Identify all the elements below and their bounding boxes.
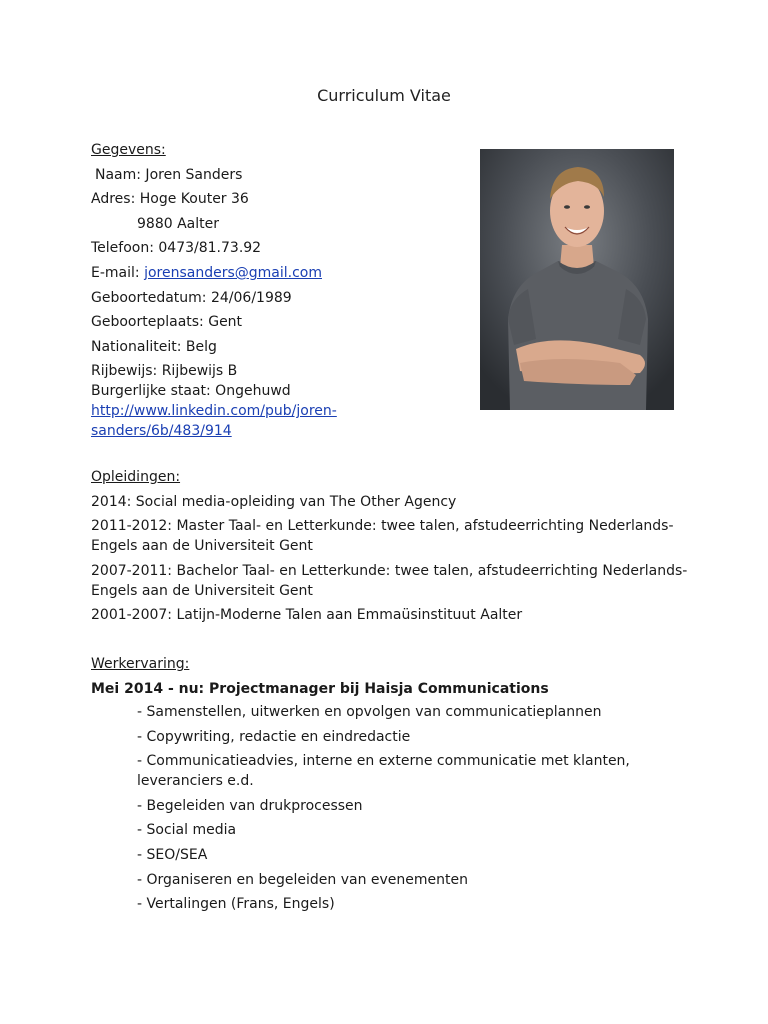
- email-line: [91, 263, 337, 283]
- job-task-item: - Copywriting, redactie en eindredactie: [137, 728, 411, 745]
- education-item: 2011-2012: Master Taal- en Letterkunde: twee talen, afstudeerrichting Nederlands-: [91, 518, 674, 535]
- education-item: 2014: Social media-opleiding van The Other Agency: [91, 493, 457, 510]
- drivers-license-line: Rijbewijs: Rijbewijs B: [91, 363, 238, 380]
- job-task-item: - Organiseren en begeleiden van evenementen: [137, 871, 468, 888]
- education-item: 2007-2011: Bachelor Taal- en Letterkunde: twee talen, afstudeerrichting Nederlands-: [91, 562, 688, 579]
- email-label: E-mail:: [91, 264, 145, 281]
- address-city-line: 9880 Aalter: [137, 215, 219, 232]
- address-line: Adres: Hoge Kouter 36: [91, 191, 249, 208]
- profile-photo: [480, 149, 674, 410]
- name-line: Naam: Joren Sanders: [95, 166, 243, 183]
- linkedin-link-line1[interactable]: http://www.linkedin.com/pub/joren-: [91, 403, 337, 420]
- portrait-photo-icon: [480, 149, 674, 410]
- job-task-item-continued: leveranciers e.d.: [137, 773, 254, 790]
- section-heading-gegevens: Gegevens:: [91, 142, 166, 158]
- job-task-item: - SEO/SEA: [137, 846, 208, 863]
- personal-details-section: [91, 140, 337, 441]
- work-experience-section: [91, 654, 549, 703]
- linkedin-link-line2[interactable]: sanders/6b/483/914: [91, 423, 232, 440]
- email-link[interactable]: jorensanders@gmail.com: [144, 264, 322, 281]
- phone-line: Telefoon: 0473/81.73.92: [91, 240, 262, 257]
- section-heading-opleidingen: Opleidingen:: [91, 469, 181, 485]
- education-item-continued: Engels aan de Universiteit Gent: [91, 538, 313, 555]
- job-task-item: - Social media: [137, 822, 237, 839]
- linkedin-link-wrapper: [91, 401, 337, 421]
- job-task-item: - Begeleiden van drukprocessen: [137, 797, 363, 814]
- nationality-line: Nationaliteit: Belg: [91, 338, 217, 355]
- job-title: Mei 2014 - nu: Projectmanager bij Haisja Communications: [91, 680, 549, 697]
- page-title: Curriculum Vitae: [317, 86, 451, 105]
- job-task-item: - Samenstellen, uitwerken en opvolgen van communicatieplannen: [137, 704, 602, 720]
- birthplace-line: Geboorteplaats: Gent: [91, 314, 243, 331]
- section-heading-werkervaring: Werkervaring:: [91, 656, 190, 672]
- job-task-item: - Communicatieadvies, interne en externe communicatie met klanten,: [137, 753, 630, 770]
- education-section: [91, 467, 687, 630]
- marital-status-line: Burgerlijke staat: Ongehuwd: [91, 383, 291, 400]
- linkedin-link-wrapper-2: [91, 421, 337, 441]
- birthdate-line: Geboortedatum: 24/06/1989: [91, 289, 292, 306]
- job-task-list: [137, 702, 630, 919]
- education-item: 2001-2007: Latijn-Moderne Talen aan Emmaüsinstituut Aalter: [91, 607, 523, 624]
- education-item-continued: Engels aan de Universiteit Gent: [91, 582, 313, 599]
- job-task-item: - Vertalingen (Frans, Engels): [137, 896, 335, 913]
